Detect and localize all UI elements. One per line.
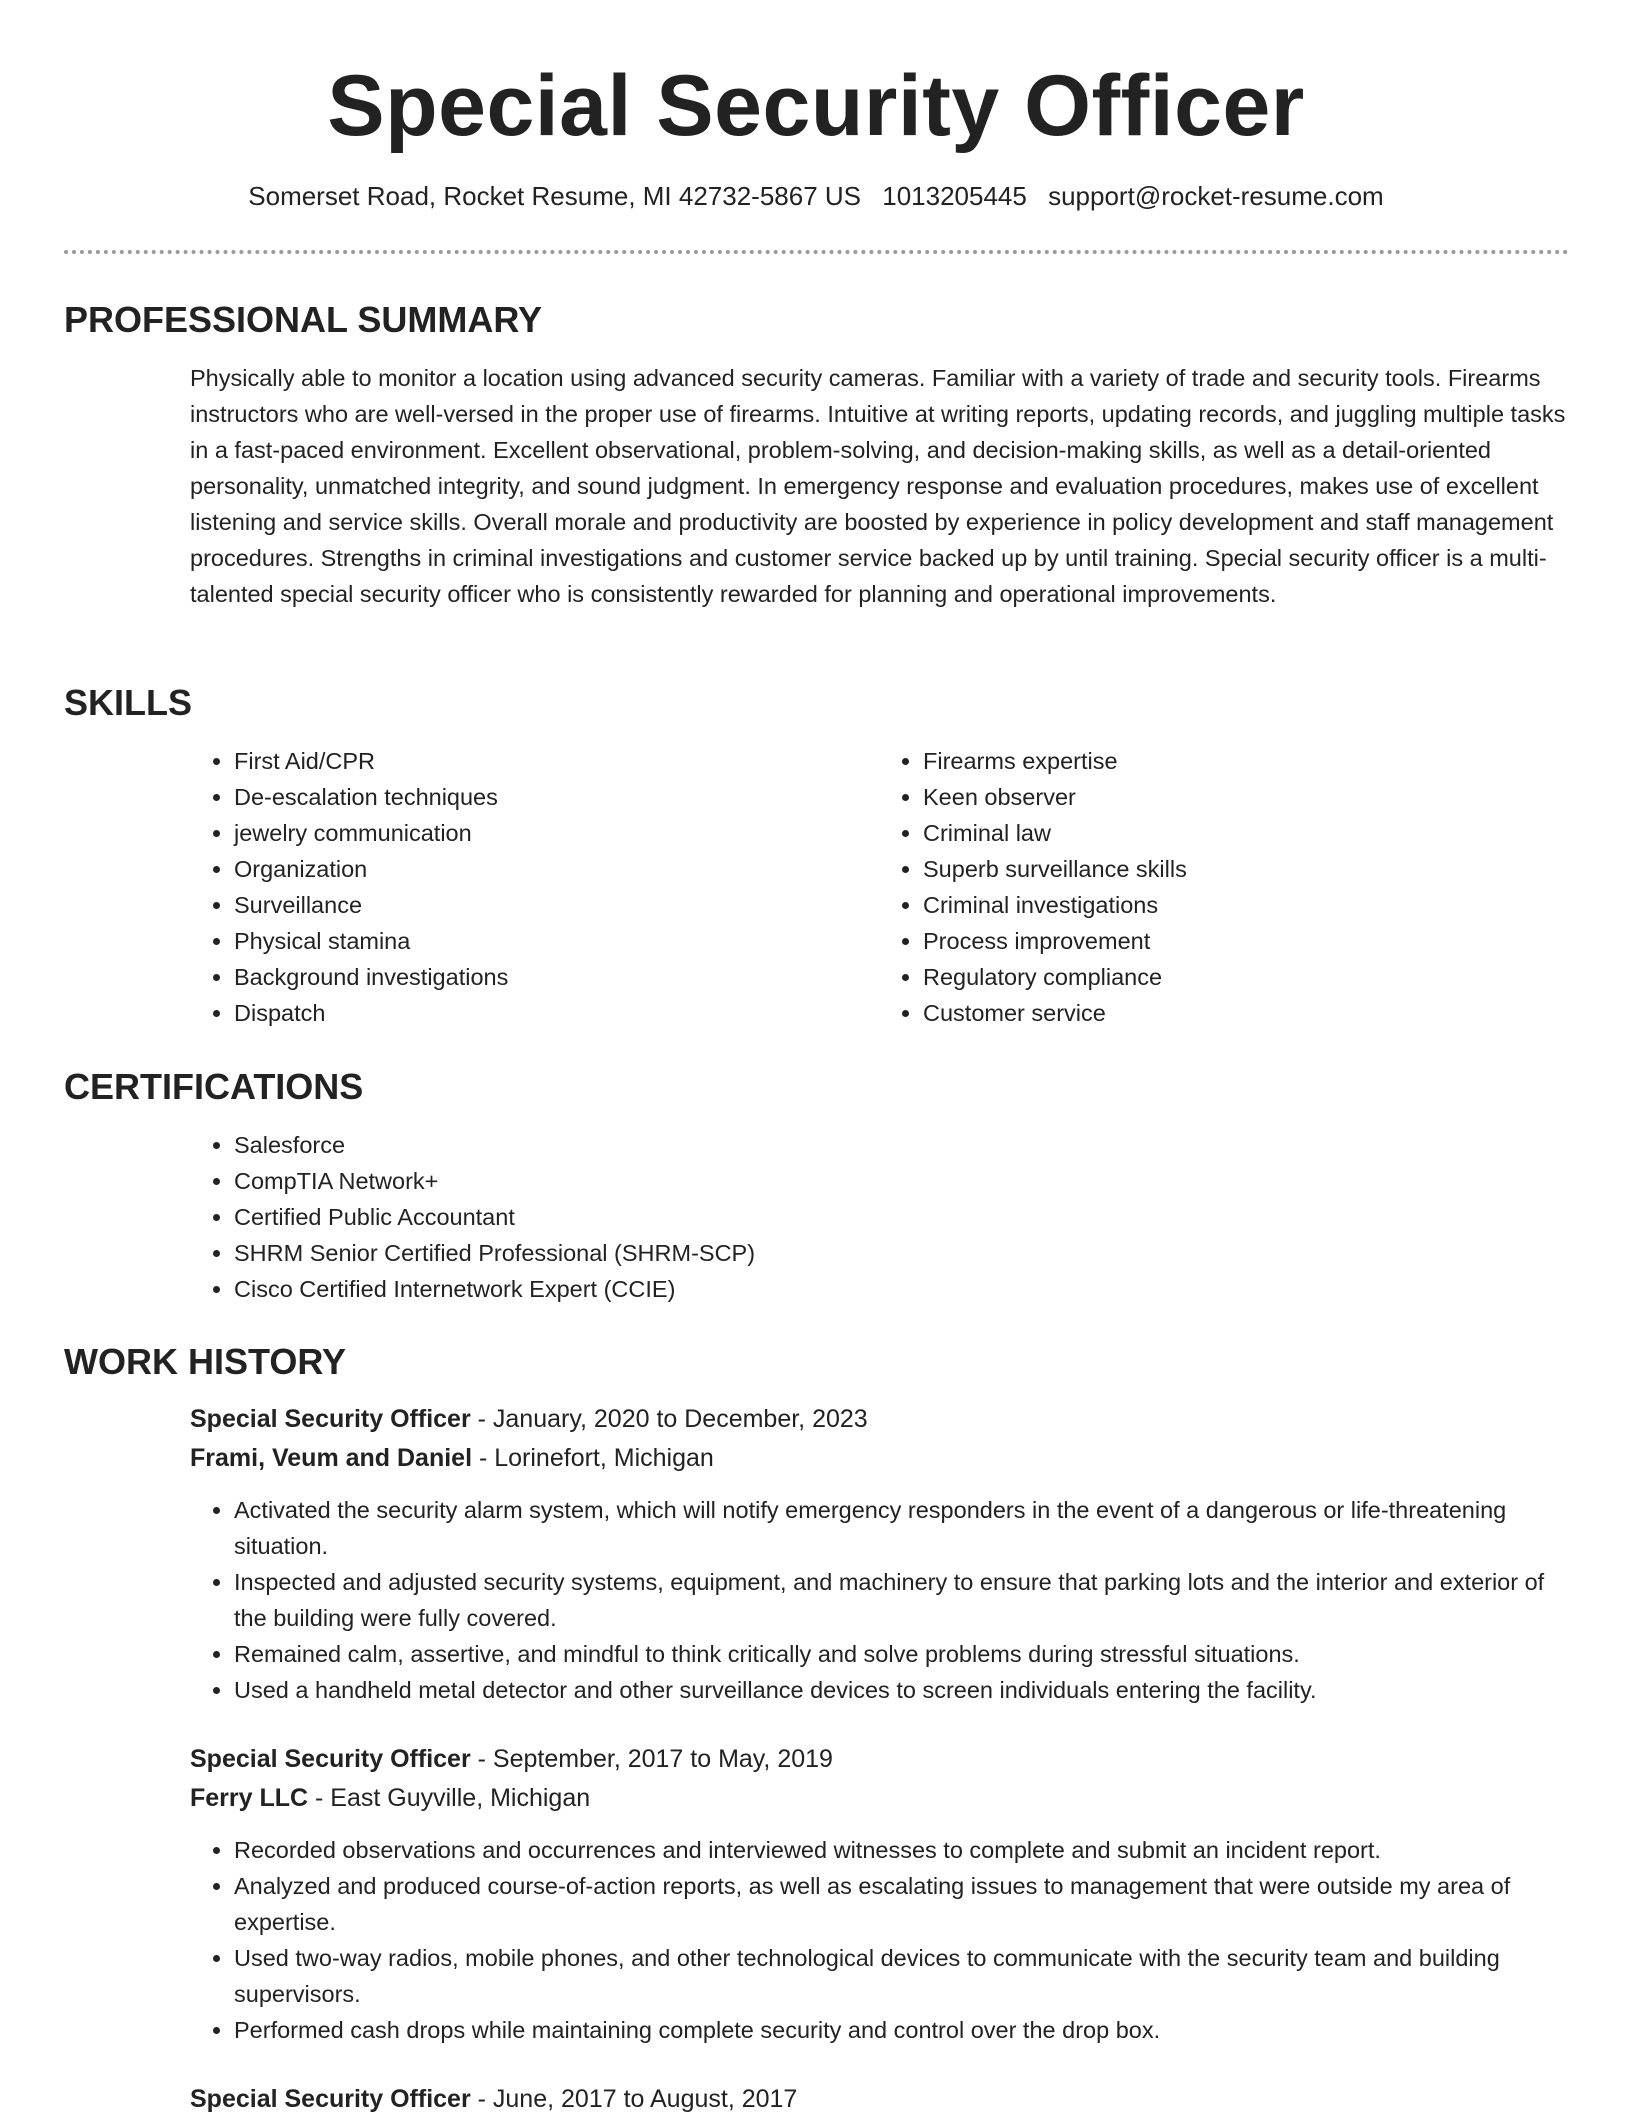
skill-item: • Background investigations (234, 959, 879, 995)
skills-columns (190, 743, 1568, 1031)
header-divider (64, 250, 1569, 254)
job-duty: • Remained calm, assertive, and mindful to think critically and solve problems during stressful situations. (234, 1636, 1568, 1672)
certifications-heading: CERTIFICATIONS (64, 1066, 364, 1107)
skill-item: • Firearms expertise (923, 743, 1568, 779)
job-duty: • Performed cash drops while maintaining complete security and control over the drop box. (234, 2012, 1568, 2048)
job-dates: - January, 2020 to December, 2023 (470, 1405, 868, 1433)
certification-item: • Certified Public Accountant (234, 1199, 1568, 1235)
skills-section (64, 681, 1568, 1031)
skill-item: • Dispatch (234, 995, 879, 1031)
certification-item: • SHRM Senior Certified Professional (SHRM-SCP) (234, 1235, 1568, 1271)
job-dates: - September, 2017 to May, 2019 (470, 1745, 833, 1773)
contact-email: support@rocket-resume.com (1048, 181, 1384, 211)
skills-list-left (190, 743, 879, 1031)
job-duty: • Analyzed and produced course-of-action reports, as well as escalating issues to management that were outside my area of expertise. (234, 1868, 1568, 1940)
certification-item: • CompTIA Network+ (234, 1163, 1568, 1199)
resume-header (0, 0, 1632, 212)
job-company: Frami, Veum and Daniel (190, 1444, 473, 1472)
work-history-section (64, 1340, 1568, 2112)
work-history-heading: WORK HISTORY (64, 1341, 347, 1382)
skill-item: • jewelry communication (234, 815, 879, 851)
job-entry (190, 1740, 1568, 2048)
job-duty: • Activated the security alarm system, which will notify emergency responders in the event of a dangerous or life-threatening situation. (234, 1492, 1568, 1564)
skills-heading: SKILLS (64, 682, 193, 723)
summary-text: Physically able to monitor a location using advanced security cameras. Familiar with a variety of trade and security tools. Firearms instructors who are well-versed in the proper use of firearms. Intuitive at writing reports, updating records, and juggling multiple tasks in a fast-paced environment. Excellent observational, problem-solving, and decision-making skills, as well as a detail-oriented personality, unmatched integrity, and sound judgment. In emergency response and evaluation procedures, makes use of excellent listening and service skills. Overall morale and productivity are boosted by experience in policy development and staff management procedures. Strengths in criminal investigations and customer service backed up by until training. Special security officer is a multi-talented special security officer who is consistently rewarded for planning and operational improvements. (190, 365, 1566, 607)
contact-line (0, 180, 1632, 212)
skill-item: • Customer service (923, 995, 1568, 1031)
skill-item: • Superb surveillance skills (923, 851, 1568, 887)
job-location: - East Guyville, Michigan (308, 1784, 591, 1812)
job-title-line (190, 1400, 1568, 1439)
skill-item: • Criminal law (923, 815, 1568, 851)
job-entry (190, 2080, 1568, 2112)
skill-item: • Organization (234, 851, 879, 887)
skill-item: • First Aid/CPR (234, 743, 879, 779)
summary-heading: PROFESSIONAL SUMMARY (64, 299, 543, 340)
skill-item: • Process improvement (923, 923, 1568, 959)
skill-item: • Physical stamina (234, 923, 879, 959)
skill-item: • Keen observer (923, 779, 1568, 815)
job-company-line (190, 1439, 1568, 1478)
skills-list-right (879, 743, 1568, 1031)
skill-item: • Regulatory compliance (923, 959, 1568, 995)
job-location: - Lorinefort, Michigan (472, 1444, 714, 1472)
candidate-name: Special Security Officer (327, 58, 1305, 154)
job-role: Special Security Officer (190, 2085, 471, 2112)
skill-item: • Criminal investigations (923, 887, 1568, 923)
job-duty: • Recorded observations and occurrences and interviewed witnesses to complete and submit an incident report. (234, 1832, 1568, 1868)
job-duties-list (190, 1492, 1568, 1708)
job-company: Ferry LLC (190, 1784, 309, 1812)
job-title-line (190, 2080, 1568, 2112)
job-company-line (190, 1779, 1568, 1818)
job-duty: • Used two-way radios, mobile phones, and other technological devices to communicate with the security team and building supervisors. (234, 1940, 1568, 2012)
job-title-line (190, 1740, 1568, 1779)
job-duty: • Used a handheld metal detector and other surveillance devices to screen individuals entering the facility. (234, 1672, 1568, 1708)
contact-address: Somerset Road, Rocket Resume, MI 42732-5867 US (248, 181, 862, 211)
skill-item: • Surveillance (234, 887, 879, 923)
job-role: Special Security Officer (190, 1405, 471, 1433)
skill-item: • De-escalation techniques (234, 779, 879, 815)
job-duties-list (190, 1832, 1568, 2048)
certification-item: • Cisco Certified Internetwork Expert (CCIE) (234, 1271, 1568, 1307)
certifications-list (190, 1127, 1568, 1307)
job-dates: - June, 2017 to August, 2017 (470, 2085, 798, 2112)
contact-phone: 1013205445 (882, 181, 1027, 211)
job-role: Special Security Officer (190, 1745, 471, 1773)
summary-section (64, 298, 1568, 612)
certifications-section (64, 1065, 1568, 1307)
job-entry (190, 1400, 1568, 1708)
job-duty: • Inspected and adjusted security systems, equipment, and machinery to ensure that parking lots and the interior and exterior of the building were fully covered. (234, 1564, 1568, 1636)
certification-item: • Salesforce (234, 1127, 1568, 1163)
